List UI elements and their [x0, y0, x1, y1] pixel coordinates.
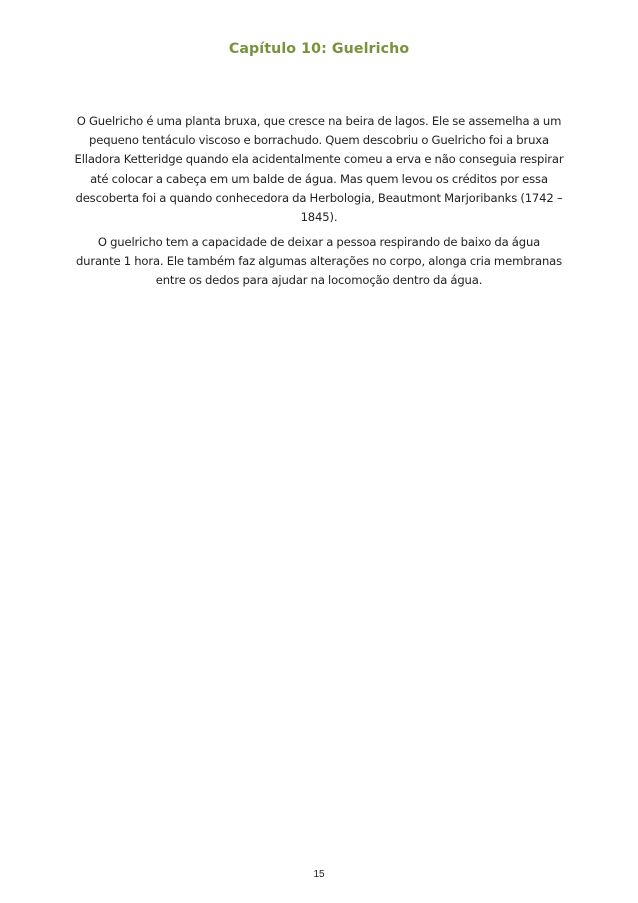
paragraph-line: pequeno tentáculo viscoso e borrachudo. Quem descobriu o Guelricho foi a bruxa	[89, 133, 549, 148]
paragraph-line: entre os dedos para ajudar na locomoção dentro da água.	[155, 273, 483, 288]
paragraph-line: descoberta foi a quando conhecedora da Herbologia, Beautmont Marjoribanks (1742 –	[75, 190, 563, 205]
paragraph-2	[30, 233, 608, 291]
paragraph-line: O guelricho tem a capacidade de deixar a pessoa respirando de baixo da água	[97, 235, 541, 249]
paragraph-line: O Guelricho é uma planta bruxa, que cresce na beira de lagos. Ele se assemelha a um	[76, 114, 562, 128]
paragraph-1	[30, 112, 608, 227]
paragraph-line: 1845).	[300, 210, 338, 225]
paragraph-line: Elladora Ketteridge quando ela acidentalmente comeu a erva e não conseguia respirar	[74, 152, 564, 167]
paragraph-line: durante 1 hora. Ele também faz algumas alterações no corpo, alonga cria membranas	[75, 254, 563, 269]
page-number: 15	[313, 869, 325, 880]
paragraph-line: até colocar a cabeça em um balde de água. Mas quem levou os créditos por essa	[90, 171, 548, 186]
chapter-title: Capítulo 10: Guelricho	[228, 41, 410, 57]
